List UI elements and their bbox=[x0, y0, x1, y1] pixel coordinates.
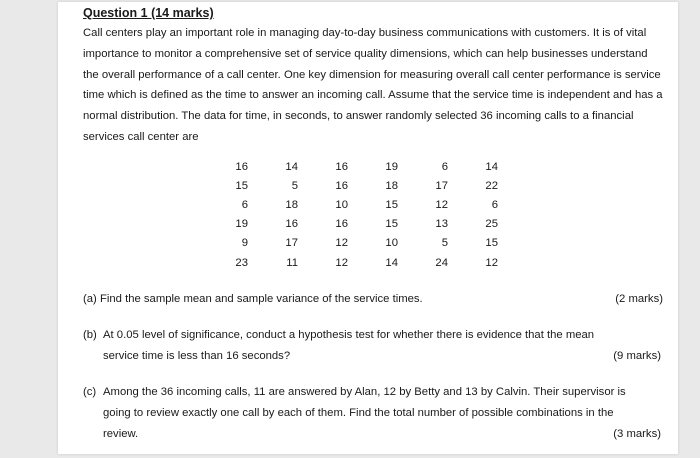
table-cell: 9 bbox=[241, 237, 248, 250]
question-a-text: Find the sample mean and sample variance of the service times. bbox=[99, 293, 423, 305]
table-cell: 11 bbox=[286, 256, 298, 269]
table-cell: 24 bbox=[435, 256, 448, 269]
table-row bbox=[206, 215, 498, 234]
service-time-table bbox=[206, 157, 498, 272]
table-cell: 25 bbox=[485, 218, 498, 231]
table-cell: 16 bbox=[285, 218, 298, 231]
question-b-line2: service time is less than 16 seconds? bbox=[103, 349, 291, 362]
question-c-label: (c) bbox=[83, 386, 97, 398]
table-cell: 16 bbox=[235, 160, 248, 173]
table-cell: 19 bbox=[235, 218, 248, 231]
table-cell: 6 bbox=[491, 198, 498, 211]
question-b-label: (b) bbox=[83, 329, 97, 341]
table-cell: 16 bbox=[335, 179, 348, 192]
table-row bbox=[206, 157, 498, 176]
table-cell: 16 bbox=[335, 218, 348, 231]
table-cell: 6 bbox=[441, 160, 448, 173]
table-cell: 10 bbox=[335, 198, 348, 211]
table-cell: 17 bbox=[285, 237, 298, 250]
question-a bbox=[83, 289, 663, 310]
table-row bbox=[206, 253, 498, 272]
question-intro: Call centers play an important role in managing day-to-day business communications with customers. It is of vital importance to monitor a comprehensive set of service quality dimensions, which can help businesses understand the overall performance of a call center. One key dimension for measuring overall call center performance is service time which is defined as the time to answer an incoming call. Assume that the service time is independent and has a normal distribution. The data for time, in seconds, to answer randomly selected 36 incoming calls to a financial services call center are bbox=[83, 27, 663, 143]
table-cell: 12 bbox=[435, 198, 448, 211]
question-c-line3: review. bbox=[103, 427, 139, 440]
table-row bbox=[206, 195, 498, 214]
table-cell: 10 bbox=[385, 237, 398, 250]
table-cell: 12 bbox=[335, 256, 348, 269]
question-c-marks: (3 marks) bbox=[613, 427, 661, 440]
table-cell: 5 bbox=[291, 179, 298, 192]
question-b-marks: (9 marks) bbox=[613, 349, 661, 362]
table-cell: 13 bbox=[435, 218, 448, 231]
table-cell: 14 bbox=[385, 256, 398, 269]
table-cell: 17 bbox=[435, 179, 448, 192]
document-page bbox=[58, 2, 678, 454]
table-cell: 16 bbox=[335, 160, 348, 173]
table-cell: 12 bbox=[335, 237, 348, 250]
table-cell: 12 bbox=[485, 256, 498, 269]
table-row bbox=[206, 176, 498, 195]
table-cell: 14 bbox=[285, 160, 298, 173]
table-cell: 23 bbox=[235, 256, 248, 269]
question-a-marks: (2 marks) bbox=[615, 293, 663, 305]
table-cell: 15 bbox=[485, 237, 498, 250]
question-c-line1: Among the 36 incoming calls, 11 are answered by Alan, 12 by Betty and 13 by Calvin. Their supervisor is bbox=[103, 386, 626, 398]
table-cell: 14 bbox=[485, 160, 498, 173]
question-title: Question 1 (14 marks) bbox=[83, 6, 214, 20]
table-cell: 15 bbox=[385, 198, 398, 211]
table-cell: 6 bbox=[241, 198, 248, 211]
table-cell: 19 bbox=[385, 160, 398, 173]
table-cell: 18 bbox=[285, 198, 298, 211]
table-cell: 5 bbox=[441, 237, 448, 250]
question-b bbox=[83, 325, 661, 367]
question-c bbox=[83, 382, 661, 444]
table-cell: 15 bbox=[385, 218, 398, 231]
question-c-line2: going to review exactly one call by each of them. Find the total number of possible combinations in the bbox=[103, 406, 614, 419]
table-cell: 18 bbox=[385, 179, 398, 192]
table-cell: 15 bbox=[235, 179, 248, 192]
table-cell: 22 bbox=[485, 179, 498, 192]
question-b-line1: At 0.05 level of significance, conduct a hypothesis test for whether there is evidence that the mean bbox=[103, 329, 595, 341]
question-a-label: (a) bbox=[83, 293, 97, 305]
table-row bbox=[206, 234, 498, 253]
